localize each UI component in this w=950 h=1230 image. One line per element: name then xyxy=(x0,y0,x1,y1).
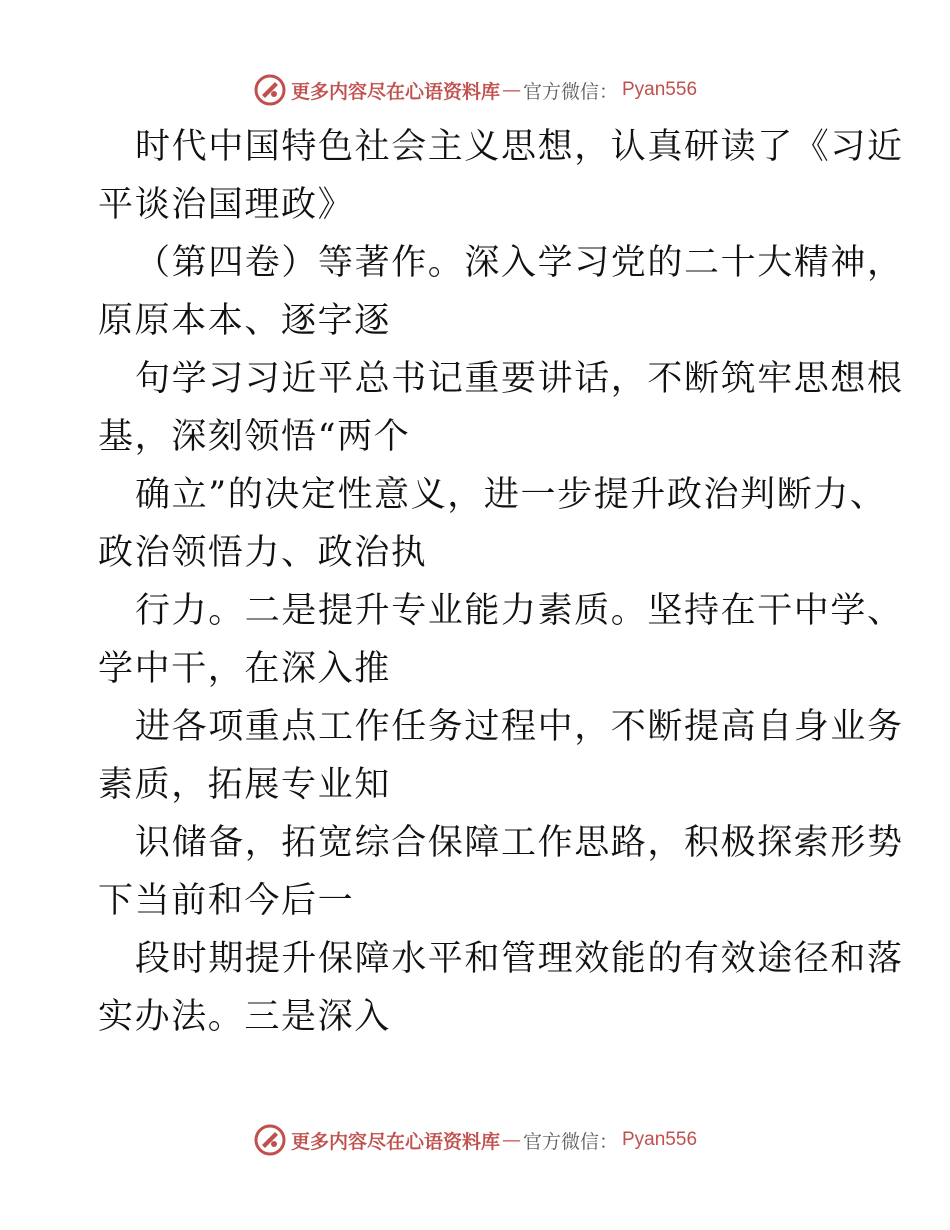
banner-brand-text: 更多内容尽在心语资料库 xyxy=(290,80,500,103)
banner-wechat-id: Pyan556 xyxy=(622,1129,698,1150)
brand-logo-icon xyxy=(253,1123,287,1157)
banner-brand-text: 更多内容尽在心语资料库 xyxy=(290,1130,500,1153)
body-line: 句学习习近平总书记重要讲话，不断筑牢思想根 xyxy=(135,359,904,399)
body-line: 学中干，在深入推 xyxy=(98,649,391,689)
body-line: 下当前和今后一 xyxy=(98,881,355,921)
body-line: 原原本本、逐字逐 xyxy=(98,301,391,341)
banner-wechat-id: Pyan556 xyxy=(622,79,698,100)
body-line: 进各项重点工作任务过程中，不断提高自身业务 xyxy=(135,707,904,747)
footer-banner xyxy=(0,1120,950,1160)
brand-logo-icon xyxy=(253,73,287,107)
banner-separator: — xyxy=(501,1129,521,1151)
banner-separator: — xyxy=(501,79,521,101)
body-line: 段时期提升保障水平和管理效能的有效途径和落 xyxy=(135,939,904,979)
banner-wechat-label: 官方微信： xyxy=(522,80,618,103)
header-banner xyxy=(0,70,950,110)
banner-wechat-label: 官方微信： xyxy=(522,1130,618,1153)
body-line: 基，深刻领悟“两个 xyxy=(98,417,411,457)
body-line: 行力。二是提升专业能力素质。坚持在干中学、 xyxy=(135,591,904,631)
body-line: 平谈治国理政》 xyxy=(98,185,355,225)
body-line: 实办法。三是深入 xyxy=(98,997,391,1037)
body-line: 政治领悟力、政治执 xyxy=(98,533,428,573)
body-line: （第四卷）等著作。深入学习党的二十大精神， xyxy=(135,243,904,283)
document-body xyxy=(98,118,904,1046)
body-line: 时代中国特色社会主义思想，认真研读了《习近 xyxy=(135,127,904,167)
body-line: 识储备，拓宽综合保障工作思路，积极探索形势 xyxy=(135,823,904,863)
body-line: 确立”的决定性意义，进一步提升政治判断力、 xyxy=(135,475,887,515)
body-line: 素质，拓展专业知 xyxy=(98,765,391,805)
